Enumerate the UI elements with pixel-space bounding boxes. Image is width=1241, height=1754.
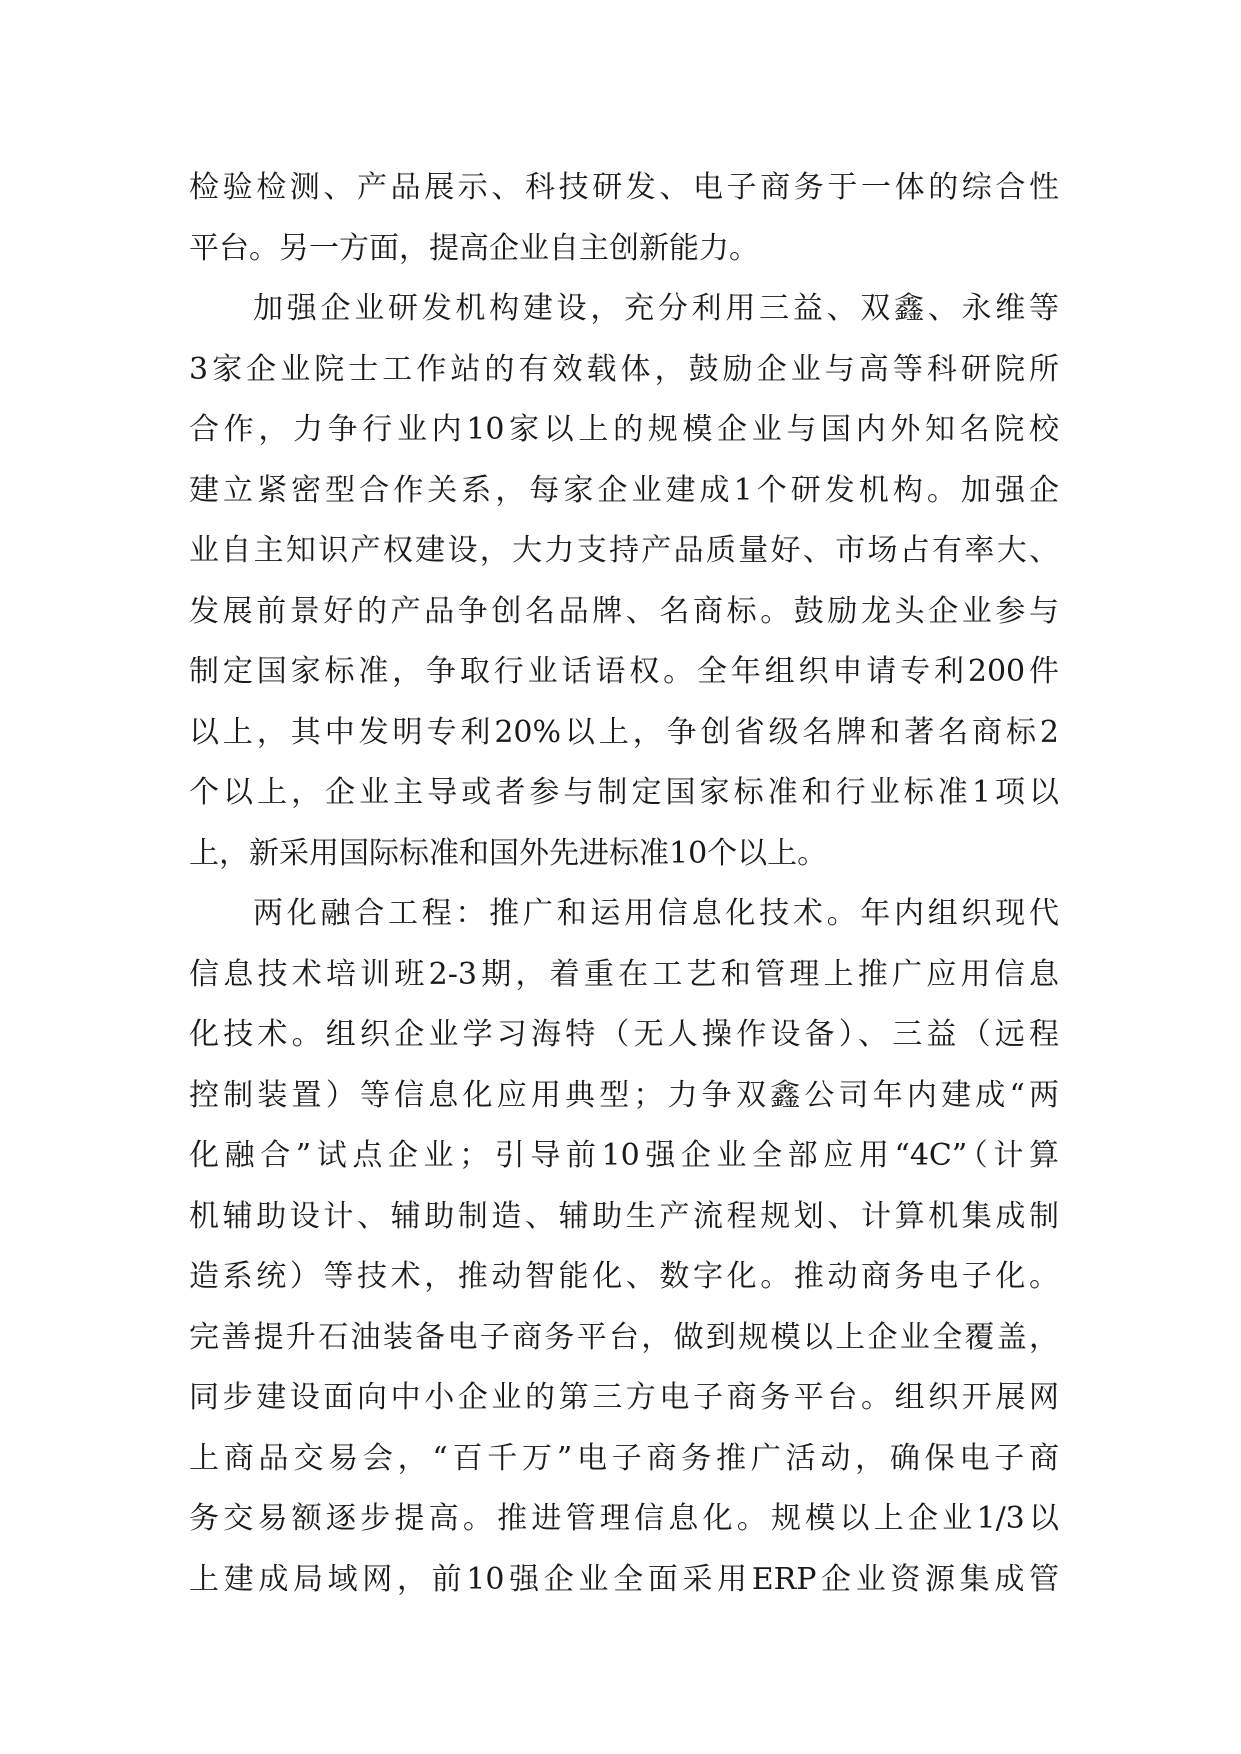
text-line: 个以上，企业主导或者参与制定国家标准和行业标准1项以 xyxy=(189,775,1059,810)
text-line: 合作，力争行业内10家以上的规模企业与国内外知名院校 xyxy=(189,412,1059,447)
text-line: 以上，其中发明专利20%以上，争创省级名牌和著名商标2 xyxy=(189,714,1059,750)
text-line: 完善提升石油装备电子商务平台，做到规模以上企业全覆盖， xyxy=(189,1319,1059,1355)
text-line: 平台。另一方面，提高企业自主创新能力。 xyxy=(189,230,759,266)
body-text xyxy=(189,158,1059,1610)
text-line: 发展前景好的产品争创名品牌、名商标。鼓励龙头企业参与 xyxy=(189,593,1059,629)
text-line: 造系统）等技术，推动智能化、数字化。推动商务电子化。 xyxy=(189,1259,1059,1294)
paragraph-first-line: 加强企业研发机构建设，充分利用三益、双鑫、永维等 xyxy=(253,291,1059,326)
text-line: 上建成局域网，前10强企业全面采用ERP企业资源集成管 xyxy=(189,1561,1059,1597)
text-line: 建立紧密型合作关系，每家企业建成1个研发机构。加强企 xyxy=(189,472,1059,508)
text-line: 上，新采用国际标准和国外先进标准10个以上。 xyxy=(189,835,828,871)
paragraph-first-line: 两化融合工程：推广和运用信息化技术。年内组织现代 xyxy=(253,896,1059,931)
text-line: 化融合”试点企业；引导前10强企业全部应用“4C”（计算 xyxy=(189,1138,1059,1173)
text-line: 信息技术培训班2-3期，着重在工艺和管理上推广应用信息 xyxy=(189,956,1059,992)
text-line: 务交易额逐步提高。推进管理信息化。规模以上企业1/3以 xyxy=(189,1501,1059,1536)
text-line: 上商品交易会，“百千万”电子商务推广活动，确保电子商 xyxy=(189,1440,1059,1476)
text-line: 制定国家标准，争取行业话语权。全年组织申请专利200件 xyxy=(189,654,1059,689)
text-line: 机辅助设计、辅助制造、辅助生产流程规划、计算机集成制 xyxy=(189,1198,1059,1234)
text-line: 同步建设面向中小企业的第三方电子商务平台。组织开展网 xyxy=(189,1380,1059,1415)
text-line: 化技术。组织企业学习海特（无人操作设备）、三益（远程 xyxy=(189,1017,1059,1052)
text-line: 业自主知识产权建设，大力支持产品质量好、市场占有率大、 xyxy=(189,533,1059,568)
text-line: 控制装置）等信息化应用典型；力争双鑫公司年内建成“两 xyxy=(189,1077,1059,1113)
text-line: 3家企业院士工作站的有效载体，鼓励企业与高等科研院所 xyxy=(189,351,1059,387)
text-line: 检验检测、产品展示、科技研发、电子商务于一体的综合性 xyxy=(189,170,1059,205)
